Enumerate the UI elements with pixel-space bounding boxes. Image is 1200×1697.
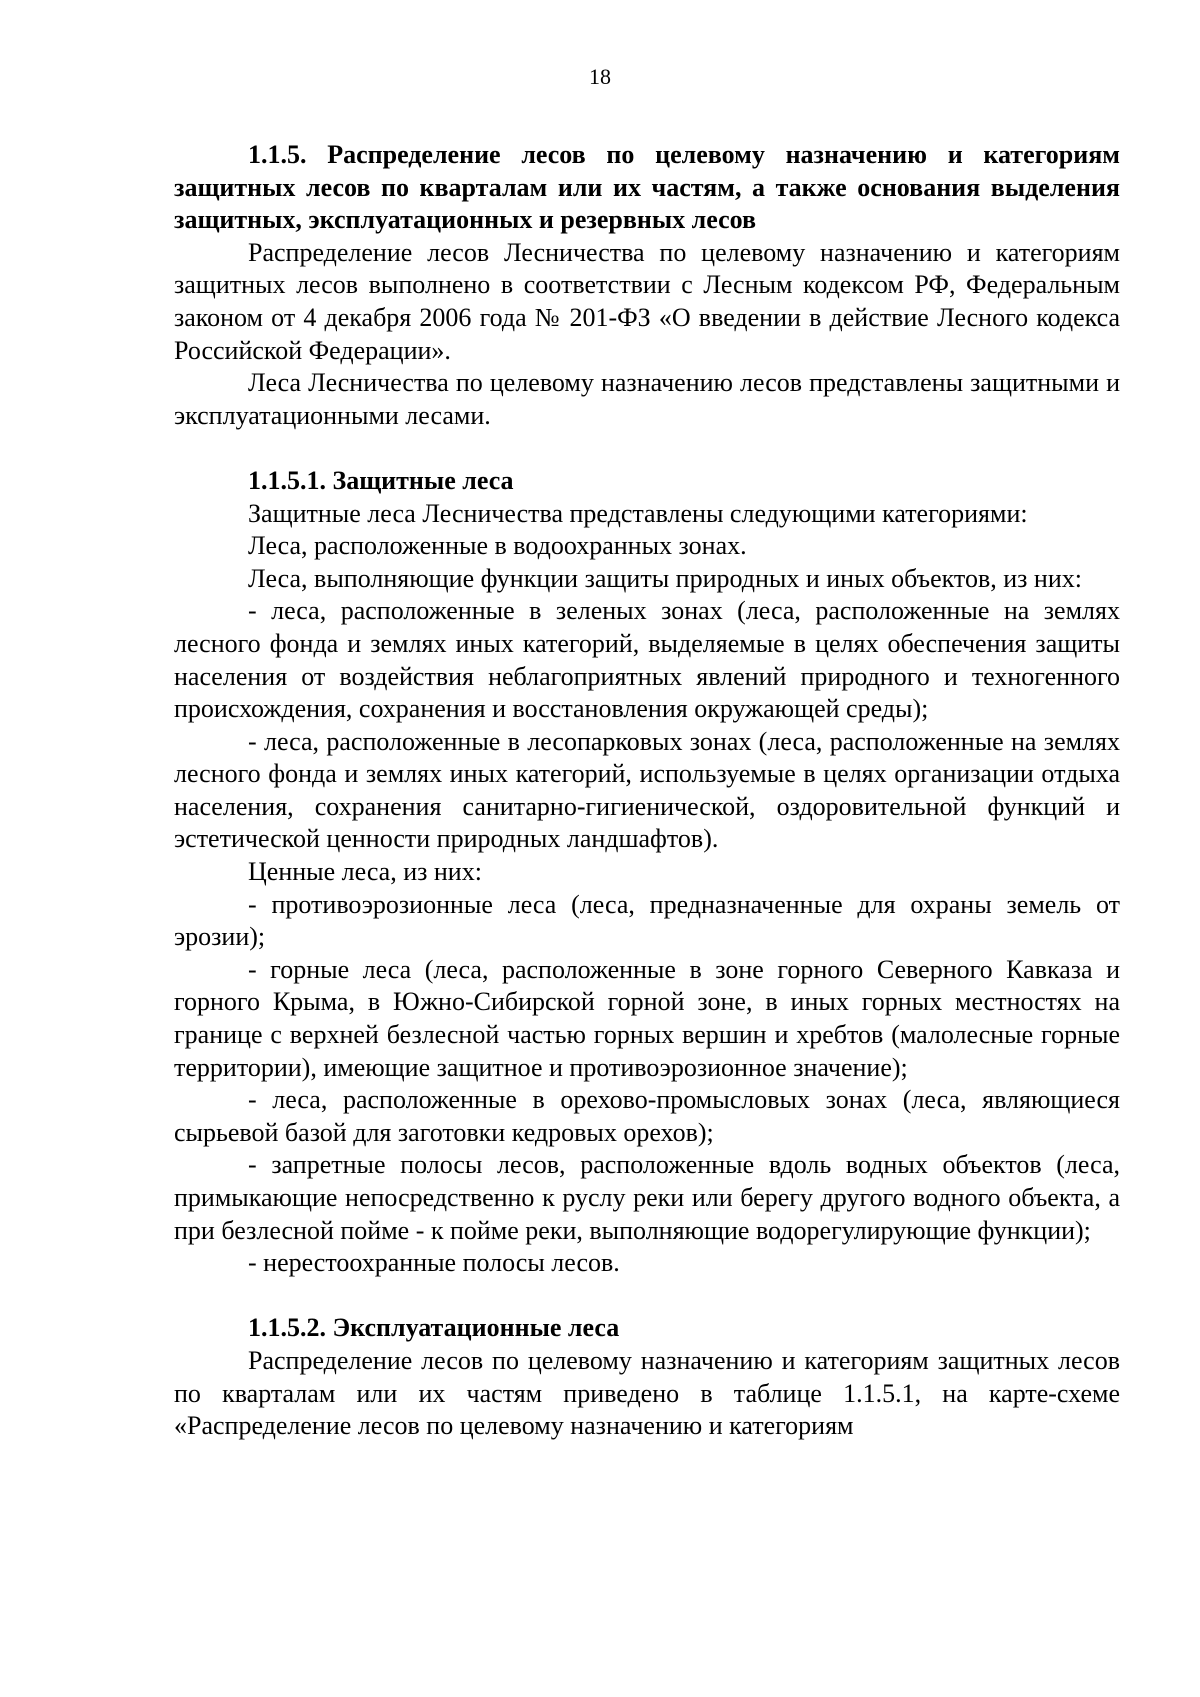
section-spacer xyxy=(174,432,1120,465)
list-item: - противоэрозионные леса (леса, предназначенные для охраны земель от эрозии); xyxy=(174,889,1120,952)
section-spacer xyxy=(174,1280,1120,1313)
subsection-heading-exploitation: 1.1.5.2. Эксплуатационные леса xyxy=(248,1313,620,1343)
paragraph: Ценные леса, из них: xyxy=(248,857,482,887)
paragraph: Леса, расположенные в водоохранных зонах. xyxy=(248,531,747,561)
document-body xyxy=(174,139,1120,1443)
paragraph: Распределение лесов по целевому назначению и категориям защитных лесов по кварталам или их частям приведено в таблице 1.1.5.1, на карте-схеме «Распределение лесов по целевому назначению и категориям xyxy=(174,1345,1120,1441)
list-item: - леса, расположенные в зеленых зонах (леса, расположенные на землях лесного фонда и землях иных категорий, выделяемые в целях обеспечения защиты населения от воздействия неблагоприятных явлений природного и техногенного происхождения, сохранения и восстановления окружающей среды); xyxy=(174,596,1120,724)
list-item: - нерестоохранные полосы лесов. xyxy=(248,1248,620,1278)
list-item: - леса, расположенные в лесопарковых зонах (леса, расположенные на землях лесного фонда и землях иных категорий, используемые в целях организации отдыха населения, сохранения санитарно-гигиенической, оздоровительной функций и эстетической ценности природных ландшафтов). xyxy=(174,726,1120,854)
list-item: - горные леса (леса, расположенные в зоне горного Северного Кавказа и горного Крыма, в Южно-Сибирской горной зоне, в иных горных местностях на границе с верхней безлесной частью горных вершин и хребтов (малолесные горные территории), имеющие защитное и противоэрозионное значение); xyxy=(174,954,1120,1082)
section-heading: 1.1.5. Распределение лесов по целевому назначению и категориям защитных лесов по кварталам или их частям, а также основания выделения защитных, эксплуатационных и резервных лесов xyxy=(174,140,1120,235)
paragraph: Защитные леса Лесничества представлены следующими категориями: xyxy=(248,498,1028,528)
subsection-heading-protective: 1.1.5.1. Защитные леса xyxy=(248,465,514,495)
page-number: 18 xyxy=(589,64,611,89)
intro-paragraph: Леса Лесничества по целевому назначению лесов представлены защитными и эксплуатационными лесами. xyxy=(174,368,1120,430)
list-item: - запретные полосы лесов, расположенные вдоль водных объектов (леса, примыкающие непосредственно к руслу реки или берегу другого водного объекта, а при безлесной пойме - к пойме реки, выполняющие водорегулирующие функции); xyxy=(174,1150,1120,1245)
list-item: - леса, расположенные в орехово-промысловых зонах (леса, являющиеся сырьевой базой для заготовки кедровых орехов); xyxy=(174,1085,1120,1147)
paragraph: Леса, выполняющие функции защиты природных и иных объектов, из них: xyxy=(248,563,1082,593)
intro-paragraph: Распределение лесов Лесничества по целевому назначению и категориям защитных лесов выполнено в соответствии с Лесным кодексом РФ, Федеральным законом от 4 декабря 2006 года № 201-ФЗ «О введении в действие Лесного кодекса Российской Федерации». xyxy=(174,237,1120,365)
